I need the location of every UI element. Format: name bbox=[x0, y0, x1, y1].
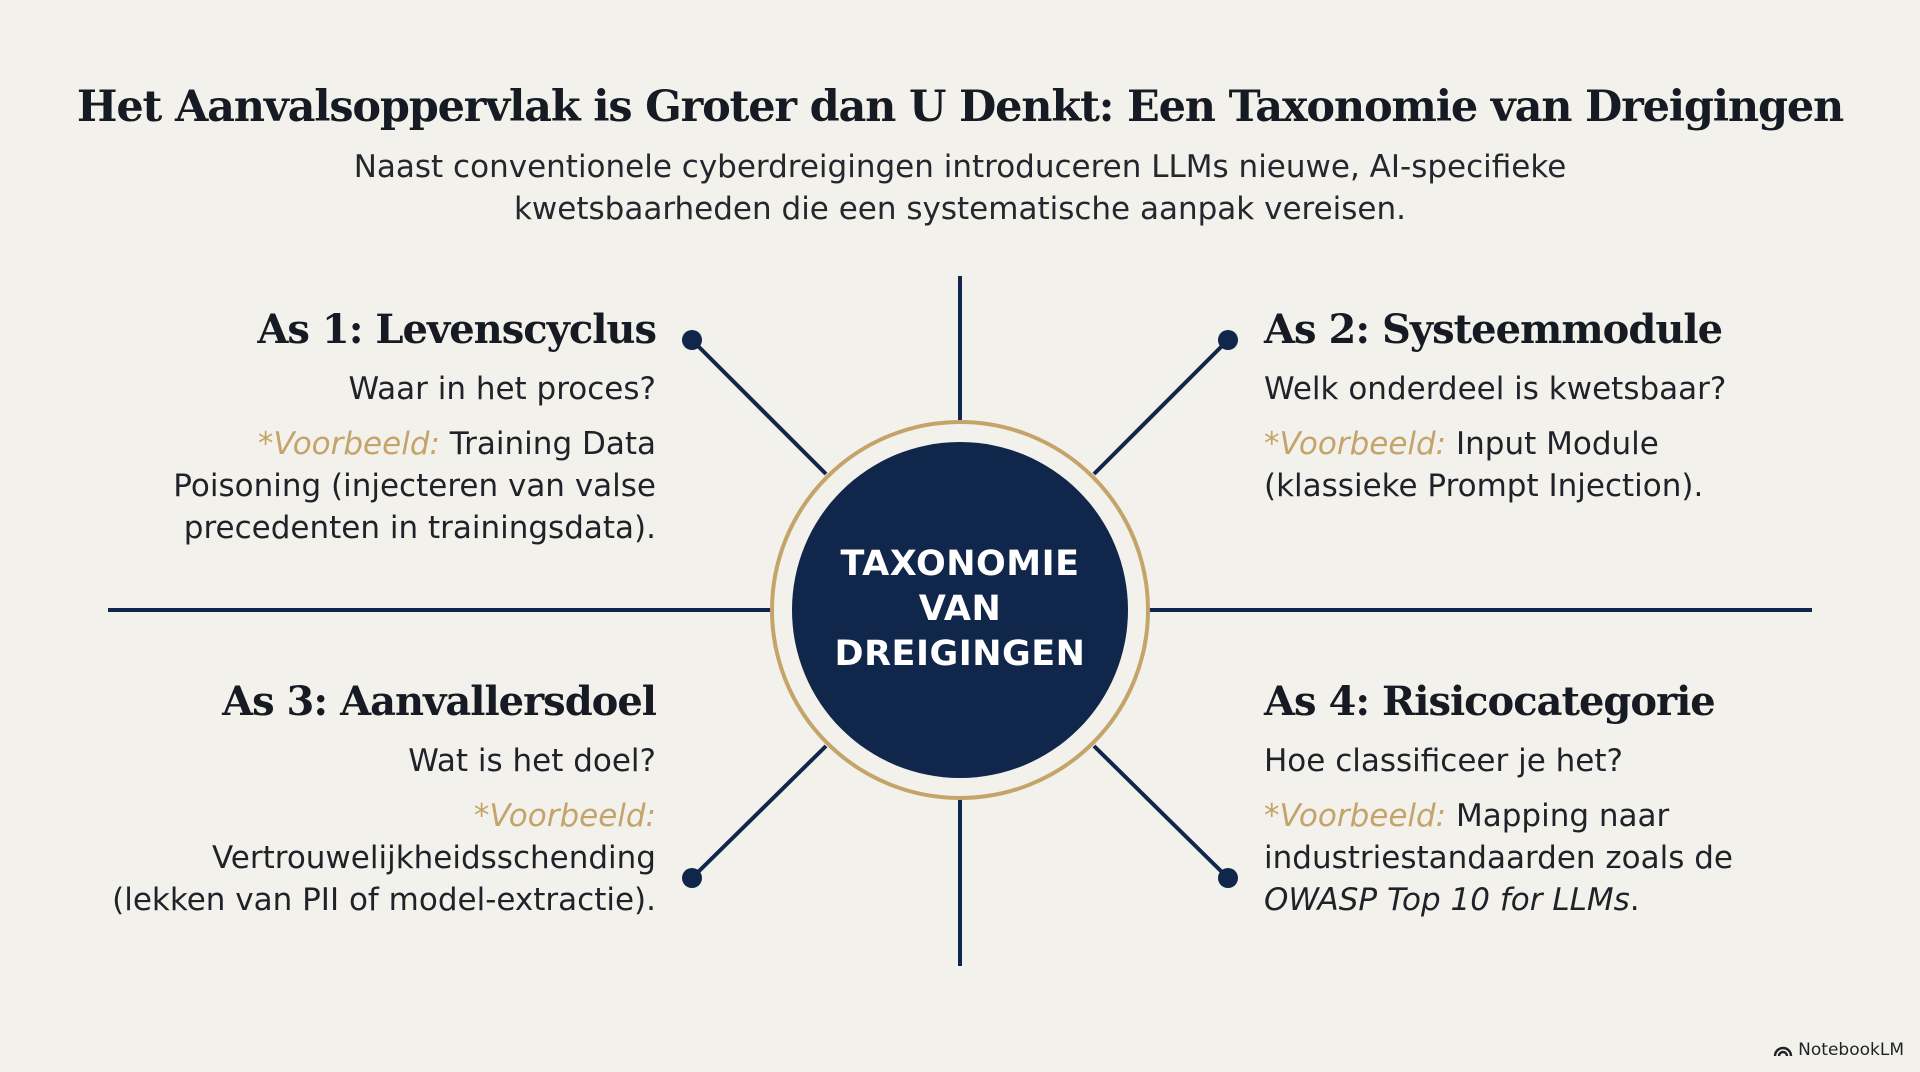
axis-3-block bbox=[56, 678, 656, 921]
dot-axis-1 bbox=[682, 330, 702, 350]
axis-1-example-label: *Voorbeeld: bbox=[257, 426, 440, 462]
axis-2-example-label: *Voorbeeld: bbox=[1264, 426, 1447, 462]
axis-3-title: As 3: Aanvallersdoel bbox=[222, 678, 656, 725]
axis-4-example-emphasis: OWASP Top 10 for LLMs bbox=[1264, 882, 1630, 918]
hub-label-line-1: TAXONOMIE bbox=[840, 544, 1080, 584]
axis-4-example-label: *Voorbeeld: bbox=[1264, 798, 1447, 834]
notebooklm-logo-icon bbox=[1773, 1043, 1793, 1057]
axis-4-example-tail: . bbox=[1629, 882, 1640, 918]
axis-1-block bbox=[56, 306, 656, 549]
dot-axis-3 bbox=[682, 868, 702, 888]
axis-2-title: As 2: Systeemmodule bbox=[1264, 306, 1723, 353]
page-title: Het Aanvalsoppervlak is Groter dan U Denkt: Een Taxonomie van Dreigingen bbox=[76, 82, 1844, 132]
axis-2-example-line-1: Input Module bbox=[1455, 426, 1659, 462]
brand-watermark bbox=[1773, 1040, 1904, 1060]
spoke-axis-1 bbox=[692, 340, 826, 474]
brand-name: NotebookLM bbox=[1798, 1040, 1904, 1060]
axis-4-example bbox=[1264, 795, 1864, 921]
axis-1-question: Waar in het proces? bbox=[348, 371, 656, 407]
dot-axis-2 bbox=[1218, 330, 1238, 350]
axis-3-question: Wat is het doel? bbox=[408, 743, 656, 779]
axis-2-question: Welk onderdeel is kwetsbaar? bbox=[1264, 371, 1727, 407]
axis-1-example-line-3: precedenten in trainingsdata). bbox=[183, 510, 656, 546]
axis-3-example-line-2: (lekken van PII of model-extractie). bbox=[112, 882, 656, 918]
axis-3-example-label: *Voorbeeld: bbox=[473, 798, 656, 834]
axis-4-example-line-2: industriestandaarden zoals de bbox=[1264, 840, 1733, 876]
axis-4-example-line-1: Mapping naar bbox=[1455, 798, 1670, 834]
axis-1-example-line-2: Poisoning (injecteren van valse bbox=[173, 468, 656, 504]
axis-2-example bbox=[1264, 423, 1864, 507]
spoke-axis-4 bbox=[1094, 746, 1228, 878]
hub-label-line-3: DREIGINGEN bbox=[834, 634, 1086, 674]
axis-4-title: As 4: Risicocategorie bbox=[1264, 678, 1715, 725]
axis-3-example-line-1: Vertrouwelijkheidsschending bbox=[211, 840, 656, 876]
subtitle-line-1: Naast conventionele cyberdreigingen introduceren LLMs nieuwe, AI-specifieke bbox=[353, 149, 1567, 185]
axis-3-example bbox=[56, 795, 656, 921]
axis-1-title: As 1: Levenscyclus bbox=[257, 306, 656, 353]
hub-label bbox=[800, 542, 1120, 677]
subtitle-line-2: kwetsbaarheden die een systematische aanpak vereisen. bbox=[513, 191, 1406, 227]
hub-label-line-2: VAN bbox=[918, 589, 1002, 629]
axis-1-example-line-1: Training Data bbox=[449, 426, 656, 462]
axis-2-block bbox=[1264, 306, 1864, 507]
axis-1-example bbox=[56, 423, 656, 549]
spoke-axis-3 bbox=[692, 746, 826, 878]
axis-2-example-line-2: (klassieke Prompt Injection). bbox=[1264, 468, 1704, 504]
axis-4-question: Hoe classificeer je het? bbox=[1264, 743, 1623, 779]
dot-axis-4 bbox=[1218, 868, 1238, 888]
axis-4-block bbox=[1264, 678, 1864, 921]
spoke-axis-2 bbox=[1094, 340, 1228, 474]
